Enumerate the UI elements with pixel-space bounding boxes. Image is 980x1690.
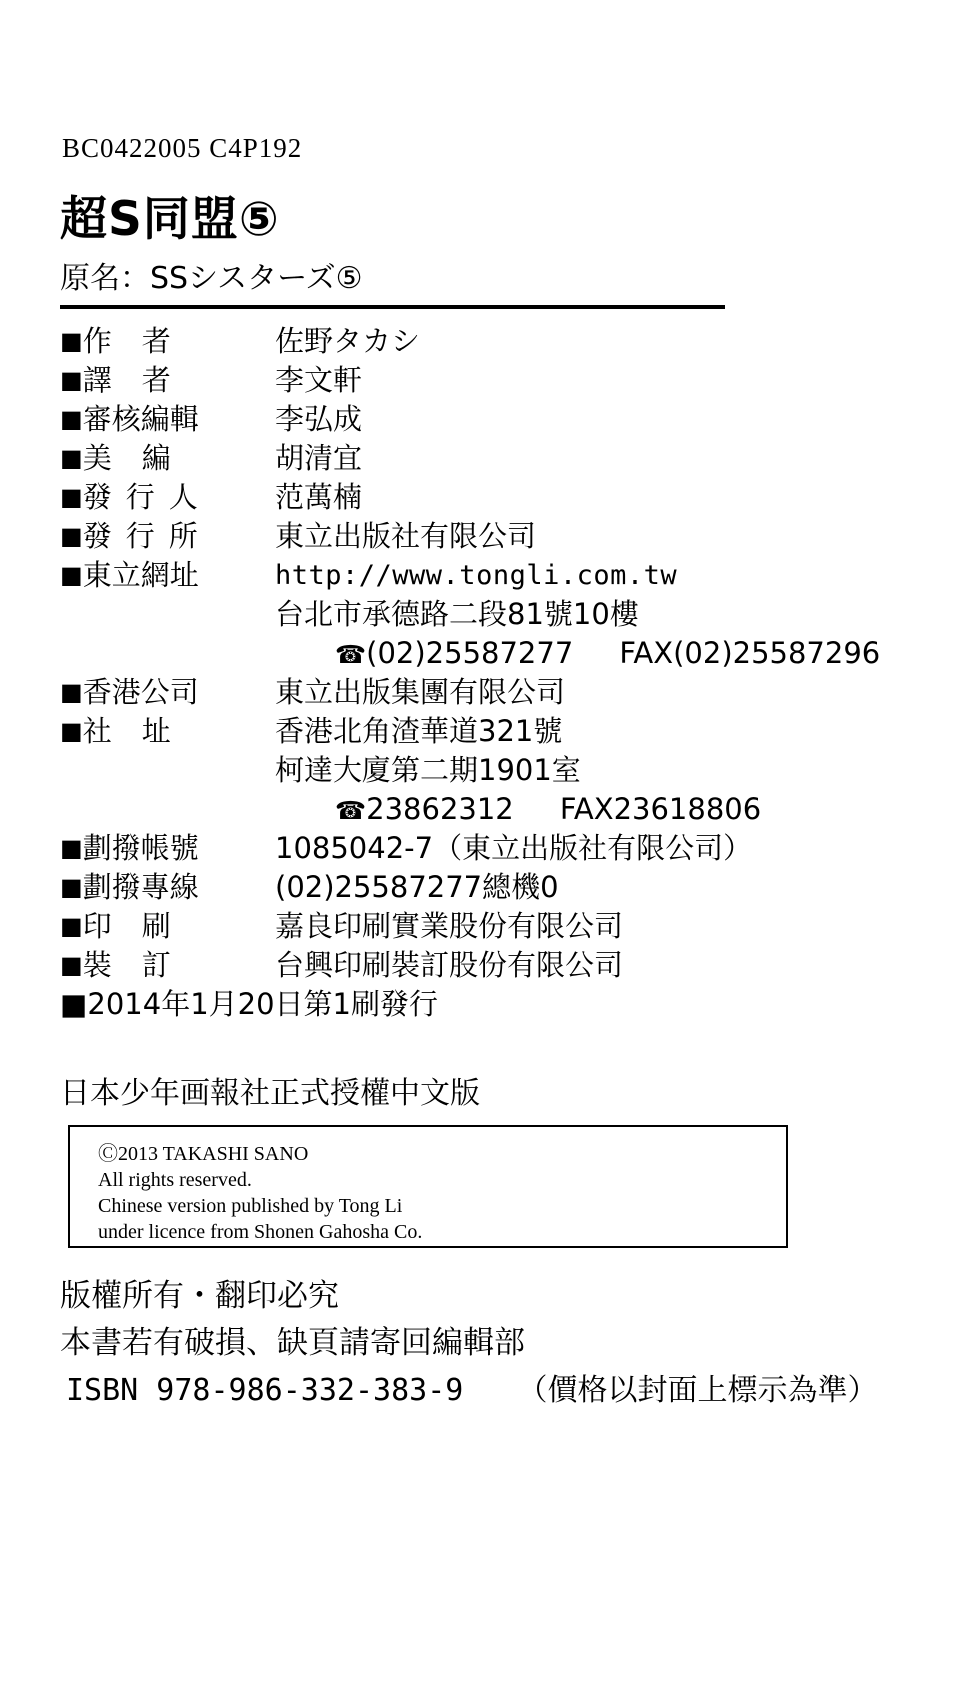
- credit-row-printing: [60, 907, 920, 946]
- credit-value: 佐野タカシ: [275, 324, 421, 358]
- copyright-line-1: Ⓒ2013 TAKASHI SANO: [98, 1143, 309, 1165]
- original-title: 原名：SSシスターズ⑤: [60, 261, 363, 296]
- credits-block: [60, 322, 920, 1024]
- credit-value: 胡清宜: [275, 441, 363, 475]
- price-note: （價格以封面上標示為準）: [517, 1373, 878, 1408]
- credit-row-publisher-person: [60, 478, 920, 517]
- credit-row-hk-company: [60, 673, 920, 712]
- credit-row-giro-account: [60, 829, 920, 868]
- publish-date-row: [60, 985, 920, 1024]
- credit-value: 香港北角渣華道321號: [275, 714, 563, 748]
- rights-notice: 版權所有・翻印必究: [60, 1278, 339, 1314]
- credit-value: 東立出版集團有限公司: [275, 675, 566, 709]
- address-hk-row2: [60, 751, 920, 790]
- credit-label: ■發行人: [60, 480, 198, 514]
- credit-label: ■裝訂: [60, 948, 171, 982]
- address-hk-line2: 柯達大廈第二期1901室: [275, 753, 581, 787]
- credit-label: ■作者: [60, 324, 171, 358]
- credit-row-publisher: [60, 517, 920, 556]
- credit-value: 嘉良印刷實業股份有限公司: [275, 909, 624, 943]
- credit-row-website: [60, 556, 920, 595]
- credit-value: 1085042-7（東立出版社有限公司）: [275, 831, 753, 865]
- credit-label: ■譯者: [60, 363, 171, 397]
- publish-date: ■2014年1月20日第1刷發行: [60, 987, 439, 1021]
- credit-value: 范萬楠: [275, 480, 363, 514]
- credit-row-binding: [60, 946, 920, 985]
- isbn-value: ISBN 978-986-332-383-9: [66, 1373, 464, 1408]
- credit-label: ■發行所: [60, 519, 198, 553]
- credit-value: 李弘成: [275, 402, 363, 436]
- credit-label: ■劃撥帳號: [60, 831, 199, 865]
- copyright-line-3: Chinese version published by Tong Li: [98, 1195, 403, 1217]
- fax-hk: FAX23618806: [559, 792, 762, 826]
- credit-row-giro-hotline: [60, 868, 920, 907]
- credit-label: ■劃撥專線: [60, 870, 199, 904]
- phone-hk-group: [335, 790, 761, 830]
- credit-value: 東立出版社有限公司: [275, 519, 537, 553]
- divider-rule: [60, 305, 725, 309]
- fax-tw: FAX(02)25587296: [619, 636, 881, 670]
- credit-row-translator: [60, 361, 920, 400]
- telephone-icon: ☎: [335, 640, 367, 669]
- credit-row-art-editor: [60, 439, 920, 478]
- credit-label: ■審核編輯: [60, 402, 199, 436]
- credit-value: (02)25587277總機0: [275, 870, 559, 904]
- credit-row-hk-address: [60, 712, 920, 751]
- phone-tw: (02)25587277: [366, 636, 574, 670]
- phone-tw-group: [335, 634, 880, 674]
- phone-hk-row: [60, 790, 920, 829]
- copyright-line-2: All rights reserved.: [98, 1169, 252, 1191]
- website-url[interactable]: http://www.tongli.com.tw: [275, 560, 678, 591]
- phone-hk: 23862312: [366, 792, 514, 826]
- copyright-box: [68, 1125, 788, 1248]
- isbn-row: [66, 1365, 878, 1409]
- credit-value: 台興印刷裝訂股份有限公司: [275, 948, 624, 982]
- credit-row-review-editor: [60, 400, 920, 439]
- credit-label: ■社址: [60, 714, 171, 748]
- credit-label: ■香港公司: [60, 675, 199, 709]
- page-title: 超S同盟⑤: [60, 192, 280, 247]
- copyright-line-4: under licence from Shonen Gahosha Co.: [98, 1221, 423, 1243]
- address-tw-row: [60, 595, 920, 634]
- credit-label: ■美編: [60, 441, 171, 475]
- address-tw-line: 台北市承德路二段81號10樓: [275, 597, 639, 631]
- telephone-icon: ☎: [335, 796, 367, 825]
- phone-tw-row: [60, 634, 920, 673]
- credit-label: ■印刷: [60, 909, 171, 943]
- license-line: 日本少年画報社正式授權中文版: [60, 1076, 480, 1111]
- damage-notice: 本書若有破損、缺頁請寄回編輯部: [60, 1325, 525, 1361]
- credit-label: ■東立網址: [60, 558, 199, 592]
- book-code: BC0422005 C4P192: [62, 133, 303, 163]
- credit-row-author: [60, 322, 920, 361]
- credit-value: 李文軒: [275, 363, 363, 397]
